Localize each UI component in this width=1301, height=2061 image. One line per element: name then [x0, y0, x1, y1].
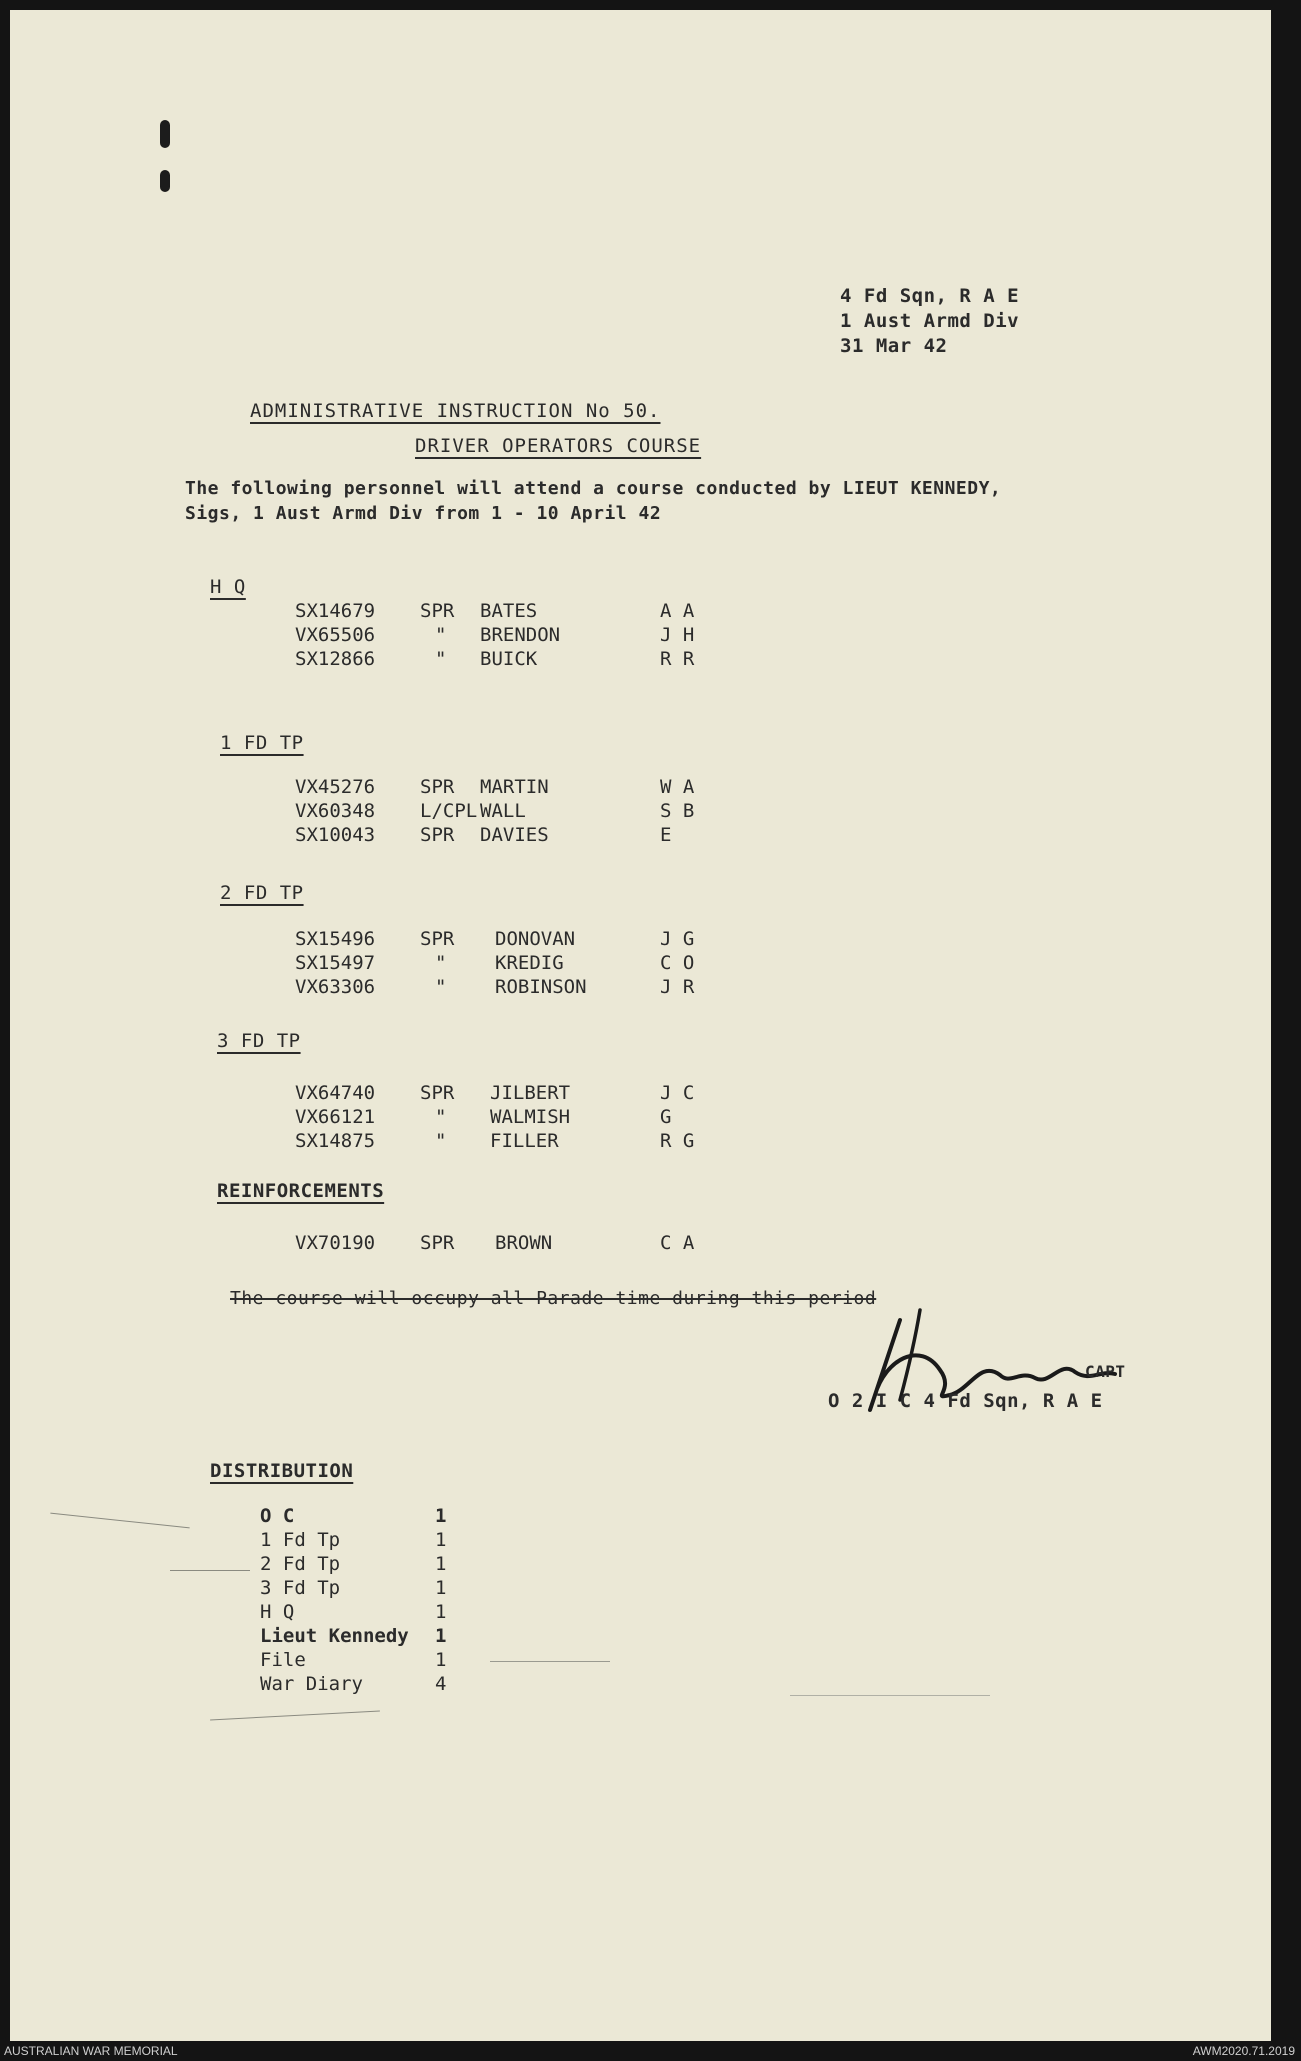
- distribution-list: [10, 1505, 610, 1715]
- rank: SPR: [420, 824, 455, 846]
- initials: J C: [660, 1082, 695, 1104]
- rank: ": [435, 1106, 447, 1128]
- surname: KREDIG: [495, 952, 564, 974]
- rank: ": [435, 952, 447, 974]
- distribution-recipient: 1 Fd Tp: [260, 1529, 341, 1551]
- signature-line: O 2 I C 4 Fd Sqn, R A E: [828, 1390, 1103, 1412]
- pencil-mark: [490, 1661, 610, 1662]
- unit-line-2: 1 Aust Armd Div: [840, 310, 1020, 332]
- rank: ": [435, 1130, 447, 1152]
- group-heading: 2 FD TP: [220, 882, 304, 904]
- initials: J H: [660, 624, 695, 646]
- document-page: [10, 10, 1271, 2041]
- initials: S B: [660, 800, 695, 822]
- document-subtitle: DRIVER OPERATORS COURSE: [415, 435, 702, 457]
- document-date: 31 Mar 42: [840, 335, 948, 357]
- group-heading: 1 FD TP: [220, 732, 304, 754]
- service-number: VX65506: [295, 624, 376, 646]
- distribution-recipient: War Diary: [260, 1673, 363, 1695]
- group-heading: H Q: [210, 576, 246, 598]
- group-heading: 3 FD TP: [217, 1030, 301, 1052]
- distribution-heading: DISTRIBUTION: [210, 1460, 354, 1482]
- rank: SPR: [420, 1082, 455, 1104]
- surname: DONOVAN: [495, 928, 576, 950]
- distribution-recipient: O C: [260, 1505, 295, 1527]
- distribution-copies: 1: [435, 1553, 447, 1575]
- distribution-recipient: H Q: [260, 1601, 295, 1623]
- surname: BATES: [480, 600, 538, 622]
- rank: SPR: [420, 600, 455, 622]
- rank: SPR: [420, 776, 455, 798]
- initials: C A: [660, 1232, 695, 1254]
- rank: ": [435, 648, 447, 670]
- service-number: VX70190: [295, 1232, 376, 1254]
- distribution-copies: 4: [435, 1673, 447, 1695]
- group-heading: REINFORCEMENTS: [217, 1180, 385, 1202]
- service-number: SX14875: [295, 1130, 376, 1152]
- service-number: VX64740: [295, 1082, 376, 1104]
- rank: SPR: [420, 928, 455, 950]
- surname: DAVIES: [480, 824, 549, 846]
- initials: G: [660, 1106, 672, 1128]
- initials: A A: [660, 600, 695, 622]
- distribution-copies: 1: [435, 1649, 447, 1671]
- intro-line-1: The following personnel will attend a course conducted by LIEUT KENNEDY,: [185, 478, 1002, 499]
- surname: JILBERT: [490, 1082, 571, 1104]
- service-number: SX14679: [295, 600, 376, 622]
- surname: WALL: [480, 800, 526, 822]
- distribution-copies: 1: [435, 1577, 447, 1599]
- pencil-mark: [170, 1570, 250, 1571]
- intro-line-2: Sigs, 1 Aust Armd Div from 1 - 10 April 42: [185, 503, 662, 524]
- surname: WALMISH: [490, 1106, 571, 1128]
- distribution-recipient: 2 Fd Tp: [260, 1553, 341, 1575]
- initials: R R: [660, 648, 695, 670]
- signature-rank: CAPT: [1085, 1362, 1126, 1381]
- distribution-recipient: 3 Fd Tp: [260, 1577, 341, 1599]
- surname: FILLER: [490, 1130, 559, 1152]
- footer-institution: AUSTRALIAN WAR MEMORIAL: [4, 2044, 178, 2058]
- punch-hole-mark: [160, 170, 170, 192]
- distribution-copies: 1: [435, 1529, 447, 1551]
- service-number: VX66121: [295, 1106, 376, 1128]
- distribution-recipient: Lieut Kennedy: [260, 1625, 409, 1647]
- surname: BROWN: [495, 1232, 553, 1254]
- footer-reference: AWM2020.71.2019: [1192, 2044, 1295, 2058]
- course-note: The course will occupy all Parade time during this period: [230, 1288, 877, 1309]
- initials: J R: [660, 976, 695, 998]
- surname: ROBINSON: [495, 976, 587, 998]
- distribution-copies: 1: [435, 1625, 447, 1647]
- document-title: ADMINISTRATIVE INSTRUCTION No 50.: [250, 400, 661, 422]
- initials: J G: [660, 928, 695, 950]
- rank: ": [435, 624, 447, 646]
- service-number: VX63306: [295, 976, 376, 998]
- rank: L/CPL: [420, 800, 478, 822]
- service-number: SX15496: [295, 928, 376, 950]
- service-number: SX10043: [295, 824, 376, 846]
- unit-line-1: 4 Fd Sqn, R A E: [840, 285, 1020, 307]
- service-number: SX12866: [295, 648, 376, 670]
- initials: R G: [660, 1130, 695, 1152]
- surname: BUICK: [480, 648, 538, 670]
- service-number: SX15497: [295, 952, 376, 974]
- rank: SPR: [420, 1232, 455, 1254]
- service-number: VX45276: [295, 776, 376, 798]
- distribution-copies: 1: [435, 1505, 447, 1527]
- surname: MARTIN: [480, 776, 549, 798]
- service-number: VX60348: [295, 800, 376, 822]
- punch-hole-mark: [160, 120, 170, 148]
- pencil-mark: [790, 1695, 990, 1696]
- distribution-recipient: File: [260, 1649, 306, 1671]
- surname: BRENDON: [480, 624, 561, 646]
- distribution-copies: 1: [435, 1601, 447, 1623]
- initials: W A: [660, 776, 695, 798]
- archive-footer: [0, 2041, 1301, 2061]
- initials: C O: [660, 952, 695, 974]
- initials: E: [660, 824, 672, 846]
- rank: ": [435, 976, 447, 998]
